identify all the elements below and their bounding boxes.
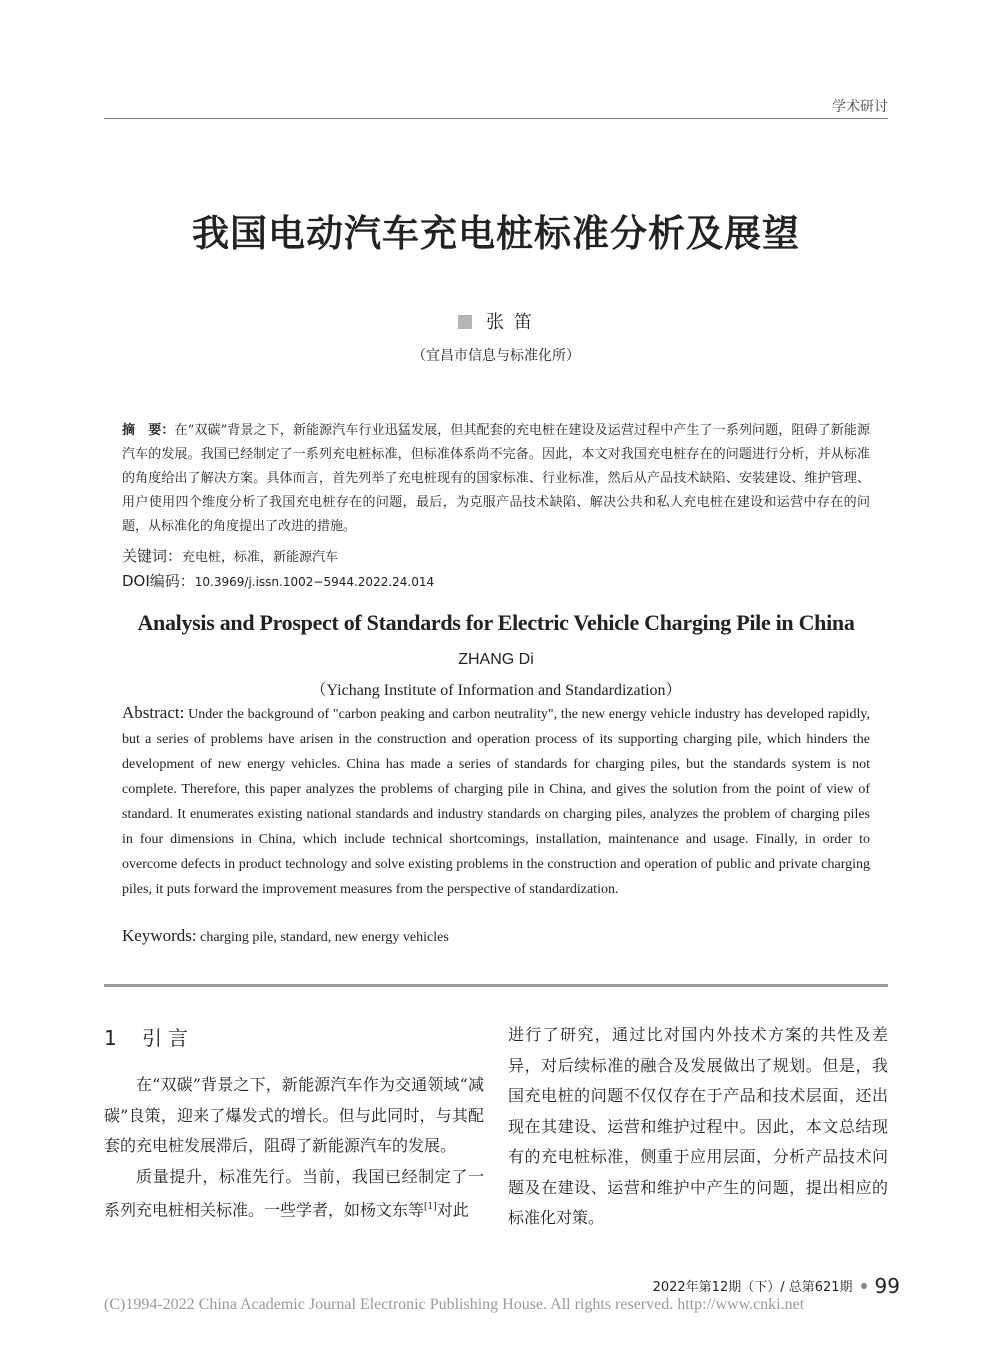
- keywords-cn-text: 充电桩，标准，新能源汽车: [182, 550, 339, 565]
- doi-label: DOI编码：: [122, 572, 195, 590]
- citation-ref[interactable]: [1]: [424, 1202, 437, 1212]
- abstract-en-text: Under the background of "carbon peaking and carbon neutrality", the new energy vehicle industry has developed rapidly, but a series of problems have arisen in the construction and operation process of its supporting charging pile, which hinders the development of new energy vehicles. China has made a series of standards for charging piles, but the standards system is not complete. Therefore, this paper analyzes the problems of charging pile in China, and gives the solution from the point of view of standard. It enumerates existing national standards and industry standards on charging piles, analyzes the problem of charging piles in four dimensions in China, which include technical shortcomings, installation, maintenance and usage. Finally, in order to overcome defects in product technology and solve existing problems in the construction and operation of public and private charging piles, it puts forward the improvement measures from the perspective of standardization.: [122, 707, 871, 897]
- keywords-en-label: Keywords:: [122, 926, 197, 945]
- keywords-cn: [122, 545, 338, 566]
- copyright-notice: (C)1994-2022 China Academic Journal Electronic Publishing House. All rights reserved. http://www.cnki.net: [104, 1296, 805, 1313]
- body-paragraph: 在“双碳”背景之下，新能源汽车作为交通领域“减碳”良策，迎来了爆发式的增长。但与此同时，与其配套的充电桩发展滞后，阻碍了新能源汽车的发展。: [104, 1075, 484, 1155]
- body-paragraph: 进行了研究，通过比对国内外技术方案的共性及差异，对后续标准的融合及发展做出了规划。但是，我国充电桩的问题不仅仅存在于产品和技术层面，还出现在其建设、运营和维护过程中。因此，本文总结现有的充电桩标准，侧重于应用层面，分析产品技术问题及在建设、运营和维护中产生的问题，提出相应的标准化对策。: [508, 1025, 888, 1227]
- abstract-cn-label: 摘 要：: [122, 423, 175, 438]
- author-line: [0, 308, 992, 334]
- header-divider: [104, 118, 888, 119]
- keywords-cn-label: 关键词：: [122, 547, 183, 565]
- body-column-right: [508, 1020, 888, 1234]
- paragraph-text: 对此: [436, 1200, 469, 1220]
- author-square-icon: [458, 315, 472, 329]
- author-affiliation: （宜昌市信息与标准化所）: [412, 348, 580, 364]
- keywords-en: [122, 926, 449, 946]
- keywords-en-text: charging pile, standard, new energy vehicles: [200, 930, 449, 945]
- abstract-en-label: Abstract:: [122, 703, 185, 722]
- section-title: 引言: [142, 1026, 194, 1050]
- page-number: 99: [874, 1274, 900, 1298]
- abstract-en: [122, 700, 870, 902]
- english-author: ZHANG Di: [458, 651, 534, 668]
- body-paragraph: [104, 1162, 484, 1226]
- doi-value: 10.3969/j.issn.1002−5944.2022.24.014: [194, 575, 435, 589]
- body-column-left: [104, 1022, 484, 1226]
- section-divider: [104, 984, 888, 987]
- bullet-icon: [861, 1283, 867, 1289]
- article-title: 我国电动汽车充电桩标准分析及展望: [192, 211, 800, 255]
- issue-info: 2022年第12期（下）/ 总第621期: [652, 1280, 853, 1295]
- english-title: Analysis and Prospect of Standards for Electric Vehicle Charging Pile in China: [137, 610, 855, 635]
- section-heading: [104, 1022, 484, 1054]
- page-footer: [653, 1274, 900, 1298]
- doi-line: [122, 570, 434, 591]
- abstract-cn: [122, 419, 870, 539]
- author-name: 张 笛: [486, 312, 534, 333]
- english-affiliation: （Yichang Institute of Information and Standardization）: [310, 682, 682, 699]
- section-number: 1: [104, 1026, 117, 1050]
- journal-section-label: 学术研讨: [832, 99, 888, 115]
- abstract-cn-text: 在“双碳”背景之下，新能源汽车行业迅猛发展，但其配套的充电桩在建设及运营过程中产生了一系列问题，阻碍了新能源汽车的发展。我国已经制定了一系列充电桩标准，但标准体系尚不完备。因此，本文对我国充电桩存在的问题进行分析，并从标准的角度给出了解决方案。具体而言，首先列举了充电桩现有的国家标准、行业标准，然后从产品技术缺陷、安装建设、维护管理、用户使用四个维度分析了我国充电桩存在的问题，最后，为克服产品技术缺陷、解决公共和私人充电桩在建设和运营中存在的问题，从标准化的角度提出了改进的措施。: [122, 423, 870, 534]
- paragraph-text: 质量提升，标准先行。当前，我国已经制定了一系列充电桩相关标准。一些学者，如杨文东等: [104, 1166, 484, 1220]
